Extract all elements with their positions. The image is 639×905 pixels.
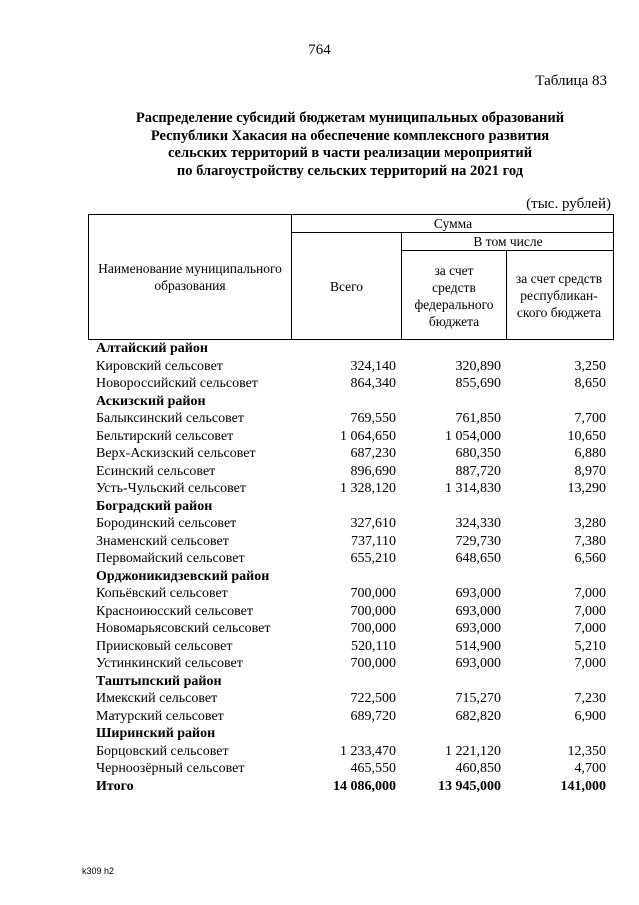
total-value: 700,000 bbox=[350, 621, 396, 636]
municipality-name: Есинский сельсовет bbox=[96, 463, 216, 479]
page-number: 764 bbox=[308, 42, 331, 58]
total-value: 327,610 bbox=[350, 516, 396, 531]
header-sum: Сумма bbox=[433, 215, 473, 231]
section-row bbox=[88, 498, 614, 516]
section-row bbox=[88, 393, 614, 411]
table-row bbox=[88, 463, 614, 481]
republic-value: 141,000 bbox=[560, 778, 606, 794]
republic-value: 6,900 bbox=[574, 708, 606, 724]
municipality-name: Балыксинский сельсовет bbox=[96, 411, 244, 426]
republic-value: 5,210 bbox=[574, 638, 606, 654]
republic-value: 7,000 bbox=[574, 603, 606, 619]
total-value: 700,000 bbox=[350, 656, 396, 671]
title-line: по благоустройству сельских территорий на 2021 год bbox=[176, 162, 524, 179]
table-row bbox=[88, 445, 614, 463]
table-row bbox=[88, 375, 614, 393]
units-label: (тыс. рублей) bbox=[526, 196, 611, 212]
table-row bbox=[88, 358, 614, 376]
republic-value: 8,970 bbox=[574, 463, 606, 479]
republic-value: 3,280 bbox=[574, 516, 606, 531]
federal-value: 761,850 bbox=[455, 411, 501, 426]
municipality-name: Верх-Аскизский сельсовет bbox=[96, 446, 256, 461]
municipality-name: Новороссийский сельсовет bbox=[96, 376, 258, 391]
table-row bbox=[88, 708, 614, 726]
table-row bbox=[88, 410, 614, 428]
municipality-name: Усть-Чульский сельсовет bbox=[96, 481, 247, 496]
table-row bbox=[88, 515, 614, 533]
republic-value: 13,290 bbox=[567, 481, 606, 496]
header-total: Всего bbox=[329, 279, 364, 294]
table-row bbox=[88, 743, 614, 761]
federal-value: 693,000 bbox=[455, 603, 501, 619]
republic-value: 6,880 bbox=[574, 446, 606, 461]
municipality-name: Бельтирский сельсовет bbox=[96, 428, 234, 444]
republic-value: 7,700 bbox=[574, 411, 606, 426]
table-row bbox=[88, 585, 614, 603]
republic-value: 10,650 bbox=[567, 428, 606, 444]
municipality-name: Приисковый сельсовет bbox=[96, 638, 233, 654]
total-value: 1 064,650 bbox=[340, 428, 396, 444]
republic-value: 4,700 bbox=[574, 761, 606, 776]
republic-value: 6,560 bbox=[574, 551, 606, 566]
total-value: 700,000 bbox=[350, 603, 396, 619]
table-row bbox=[88, 620, 614, 638]
republic-value: 3,250 bbox=[574, 358, 606, 374]
republic-value: 7,380 bbox=[574, 533, 606, 549]
federal-value: 1 314,830 bbox=[445, 481, 501, 496]
table-row bbox=[88, 690, 614, 708]
total-value: 896,690 bbox=[350, 463, 396, 479]
municipality-name: Первомайский сельсовет bbox=[96, 551, 245, 566]
header-federal: за счет средств федерального бюджета bbox=[414, 262, 494, 329]
republic-value: 7,230 bbox=[574, 691, 606, 706]
federal-value: 693,000 bbox=[455, 656, 501, 671]
republic-value: 7,000 bbox=[574, 621, 606, 636]
municipality-name: Копьёвский сельсовет bbox=[96, 586, 228, 601]
municipality-name: Итого bbox=[96, 778, 134, 794]
total-value: 864,340 bbox=[350, 376, 396, 391]
federal-value: 682,820 bbox=[455, 708, 501, 724]
federal-value: 13 945,000 bbox=[438, 778, 501, 794]
title-line: сельских территорий в части реализации мероприятий bbox=[167, 145, 533, 161]
table-row bbox=[88, 603, 614, 621]
federal-value: 715,270 bbox=[455, 691, 501, 706]
table-label: Таблица 83 bbox=[535, 73, 607, 89]
municipality-name: Кировский сельсовет bbox=[96, 358, 223, 374]
total-value: 737,110 bbox=[351, 533, 396, 549]
district-name: Алтайский район bbox=[96, 341, 208, 356]
federal-value: 729,730 bbox=[455, 533, 501, 549]
header-border-left bbox=[88, 214, 89, 340]
total-value: 324,140 bbox=[350, 358, 396, 374]
table-row bbox=[88, 533, 614, 551]
total-value: 655,210 bbox=[350, 551, 396, 566]
table-row bbox=[88, 480, 614, 498]
municipality-name: Борцовский сельсовет bbox=[96, 743, 229, 759]
federal-value: 693,000 bbox=[455, 621, 501, 636]
section-row bbox=[88, 340, 614, 358]
total-value: 465,550 bbox=[350, 761, 396, 776]
municipality-name: Красноиюсский сельсовет bbox=[96, 603, 253, 619]
district-name: Боградский район bbox=[96, 498, 213, 514]
district-name: Аскизский район bbox=[96, 393, 206, 409]
total-value: 14 086,000 bbox=[333, 778, 396, 794]
title-line: Распределение субсидий бюджетам муниципальных образований bbox=[135, 110, 565, 126]
federal-value: 693,000 bbox=[455, 586, 501, 601]
table-row bbox=[88, 638, 614, 656]
total-value: 1 328,120 bbox=[340, 481, 396, 496]
table-row bbox=[88, 760, 614, 778]
republic-value: 12,350 bbox=[567, 743, 606, 759]
header-name: Наименование муниципального образования bbox=[98, 261, 282, 293]
federal-value: 320,890 bbox=[455, 358, 501, 374]
republic-value: 7,000 bbox=[574, 656, 606, 671]
total-value: 689,720 bbox=[350, 708, 396, 724]
republic-value: 8,650 bbox=[574, 376, 606, 391]
district-name: Орджоникидзевский район bbox=[96, 568, 270, 584]
total-row bbox=[88, 778, 614, 796]
municipality-name: Бородинский сельсовет bbox=[96, 516, 237, 531]
republic-value: 7,000 bbox=[574, 586, 606, 601]
municipality-name: Черноозёрный сельсовет bbox=[96, 761, 245, 776]
section-row bbox=[88, 725, 614, 743]
federal-value: 324,330 bbox=[455, 516, 501, 531]
federal-value: 514,900 bbox=[455, 638, 501, 654]
section-row bbox=[88, 673, 614, 691]
total-value: 700,000 bbox=[350, 586, 396, 601]
federal-value: 648,650 bbox=[455, 551, 501, 566]
municipality-name: Имекский сельсовет bbox=[96, 691, 218, 706]
district-name: Ширинский район bbox=[96, 726, 216, 741]
district-name: Таштыпский район bbox=[96, 673, 222, 689]
table-row bbox=[88, 550, 614, 568]
federal-value: 887,720 bbox=[455, 463, 501, 479]
total-value: 520,110 bbox=[351, 638, 396, 654]
table-body bbox=[88, 340, 614, 795]
municipality-name: Знаменский сельсовет bbox=[96, 533, 229, 549]
total-value: 769,550 bbox=[350, 411, 396, 426]
municipality-name: Матурский сельсовет bbox=[96, 708, 224, 724]
total-value: 687,230 bbox=[350, 446, 396, 461]
federal-value: 1 221,120 bbox=[445, 743, 501, 759]
title-line: Республики Хакасия на обеспечение комплексного развития bbox=[150, 127, 550, 144]
table-row bbox=[88, 655, 614, 673]
federal-value: 855,690 bbox=[455, 376, 501, 391]
table-row bbox=[88, 428, 614, 446]
header-republic: за счет средств республикан-ского бюджета bbox=[515, 271, 603, 320]
total-value: 722,500 bbox=[350, 691, 396, 706]
table-header bbox=[88, 214, 614, 340]
document-title bbox=[60, 110, 639, 180]
federal-value: 1 054,000 bbox=[445, 428, 501, 444]
section-row bbox=[88, 568, 614, 586]
federal-value: 460,850 bbox=[455, 761, 501, 776]
federal-value: 680,350 bbox=[455, 446, 501, 461]
footer-code: k309 h2 bbox=[82, 866, 115, 876]
municipality-name: Устинкинский сельсовет bbox=[96, 656, 243, 671]
header-including: В том числе bbox=[473, 234, 543, 249]
total-value: 1 233,470 bbox=[340, 743, 396, 759]
header-divider bbox=[506, 250, 507, 340]
municipality-name: Новомарьясовский сельсовет bbox=[96, 621, 271, 636]
